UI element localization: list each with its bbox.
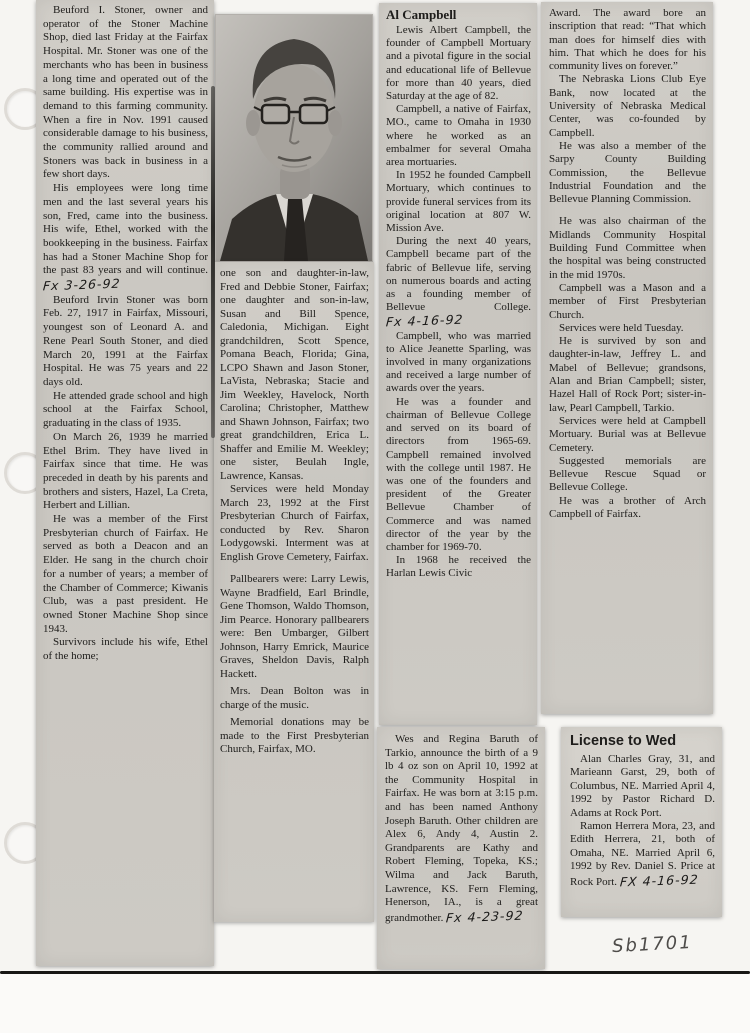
- paragraph: Award. The award bore an inscription that read: “That which man does for himself dies with him. That which he does for his community lives on forever.”: [549, 7, 706, 73]
- handwritten-date-annotation: Fx 4-23-92: [445, 907, 525, 926]
- paragraph: Survivors include his wife, Ethel of the home;: [43, 636, 208, 663]
- paragraph: [385, 733, 538, 925]
- paragraph: Pallbearers were: Larry Lewis, Wayne Bradfield, Earl Brindle, Gene Thomson, Waldo Thomson, Jim Pearce. Honorary pallbearers were: Ben Umbarger, Gilbert Johnson, Harry Emrick, Maurice Graves, Sheldon Davis, Ralph Hackett.: [220, 573, 369, 680]
- portrait-svg: [216, 15, 372, 261]
- paragraph: Suggested memorials are Bellevue Rescue Squad or Bellevue College.: [549, 454, 706, 494]
- paragraph: He was a brother of Arch Campbell of Fairfax.: [549, 494, 706, 520]
- paragraph: He was also a member of the Sarpy County Building Commission, the Bellevue Industrial Foundation and the Bellevue Planning Commission.: [549, 139, 706, 206]
- paragraph: Beuford Irvin Stoner was born Feb. 27, 1917 in Fairfax, Missouri, youngest son of Leonard A. and Rene Pearl South Stoner, and died March 20, 1991 at the Fairfax Hospital. He was 75 years and 22 days old.: [43, 293, 208, 388]
- license-to-wed-clipping: [561, 727, 722, 917]
- campbell-obituary-column-2: [541, 2, 713, 714]
- paragraph: He was a member of the First Presbyterian church of Fairfax. He served as both a Deacon and an Elder. He sang in the church choir for a number of years; a member of the Chamber of Commerce; Kiwanis Club, was a past president. He owned Stoner Machine Shop since 1943.: [43, 513, 208, 635]
- paragraph: Services were held at Campbell Mortuary. Burial was at Bellevue Cemetery.: [549, 414, 706, 454]
- license-headline: License to Wed: [570, 733, 677, 749]
- paragraph-text: His employees were long time men and the last several years his son, Fred, came into the business. His wife, Ethel, worked with the bookkeeping in the business. Fairfax has had a Stoner Machine Shop for the past 83 years and will continue.: [43, 182, 208, 277]
- baruth-birth-announcement: [377, 727, 545, 969]
- page-bottom-margin: [0, 974, 750, 1033]
- paragraph: Services were held Monday March 23, 1992 at the First Presbyterian Church of Fairfax, conducted by Rev. Sharon Lodygowski. Interment was at English Grove Cemetery, Fairfax.: [220, 483, 369, 563]
- paragraph: In 1952 he founded Campbell Mortuary, which continues to provide funeral services from its original location at 807 W. Mission Ave.: [386, 169, 531, 235]
- clipping-edge-shadow: [211, 86, 215, 438]
- paragraph: Lewis Albert Campbell, the founder of Campbell Mortuary and a pivotal figure in the social and educational life of Bellevue for more than 40 years, died Saturday at the age of 82.: [386, 24, 531, 103]
- paragraph: In 1968 he received the Harlan Lewis Civic: [386, 554, 531, 580]
- paragraph: [570, 820, 715, 889]
- paragraph: one son and daughter-in-law, Fred and Debbie Stoner, Fairfax; one daughter and son-in-law, Susan and Bill Spence, Caledonia, Michigan. Eight grandchildren, Scott Spence, Pomana Beach, Florida; Gina, LCPO Shawn and Jason Stoner, LaVista, Nebraska; Stacie and Jim Weekley, Havelock, North Carolina; Christopher, Matthew and Shawn Johnson, Fairfax; two great grandchildren, Erica L. Shaffer and Emilie M. Weekley; one sister, Beulah Ingle, Lawrence, Kansas.: [220, 267, 369, 482]
- paragraph: Campbell, who was married to Alice Jeanette Sparling, was involved in many organizations and received a large number of awards over the years.: [386, 329, 531, 395]
- paragraph: He was also chairman of the Midlands Community Hospital Building Fund Committee when the hospital was being constructed in the mid 1970s.: [549, 215, 706, 281]
- paragraph-text: During the next 40 years, Campbell became part of the fabric of Bellevue life, serving on numerous boards and acting as a founding member of Bellevue College.: [386, 235, 531, 314]
- campbell-headline: Al Campbell: [386, 7, 457, 22]
- paragraph: He was a founder and chairman of Bellevue College and served on its board of directors from 1965-69. Campbell remained involved with the college until 1987. He was one of the founders and president of the Greater Bellevue Chamber of Commerce and was named director of the year by the chamber for 1969-70.: [386, 395, 531, 553]
- paragraph: Memorial donations may be made to the First Presbyterian Church, Fairfax, MO.: [220, 716, 369, 755]
- paragraph: Campbell, a native of Fairfax, MO., came to Omaha in 1930 where he worked as an embalmer for several Omaha area mortuaries.: [386, 103, 531, 169]
- paragraph: Services were held Tuesday.: [559, 321, 684, 334]
- campbell-obituary-column-1: [379, 3, 537, 725]
- paragraph-text: Wes and Regina Baruth of Tarkio, announce the birth of a 9 lb 4 oz son on April 10, 1992 at the Community Hospital in Fairfax. He was born at 3:15 p.m. and has been named Anthony Joseph Baruth. Other children are Alex 6, Andy 4, Austin 2. Grandparents are Kathy and Robert Fleming, Topeka, KS.; Wilma and Jack Baruth, Lawrence, KS. Fern Fleming, Henerson, IA., is a great grandmother.: [385, 733, 538, 924]
- paragraph: [43, 182, 208, 294]
- paragraph: He is survived by son and daughter-in-law, Jeffrey L. and Mabel of Bellevue; grandsons, Alan and Brian Campbell; sister, Hazel Hall of Rock Port; sister-in-law, Pearl Campbell, Tarkio.: [549, 335, 706, 414]
- handwritten-id: Sb1701: [611, 931, 694, 958]
- paragraph: He attended grade school and high school at the Fairfax School, graduating in the class of 1935.: [43, 389, 208, 430]
- paragraph: Beuford I. Stoner, owner and operator of the Stoner Machine Shop, died last Friday at the Fairfax Hospital. Mr. Stoner was one of the merchants who has been in business a long time and operated out of the same building. His expertise was in demand to this farming community. When a fire in Nov. 1991 caused considerable damage to his business, the community rallied around and Stoners was back in business in a few short days.: [43, 4, 208, 181]
- paragraph: Campbell was a Mason and a member of First Presbyterian Church.: [549, 281, 706, 321]
- handwritten-date-annotation: Fx 3-26-92: [42, 275, 122, 294]
- stoner-obituary-column-1: [36, 0, 214, 966]
- paragraph: Mrs. Dean Bolton was in charge of the music.: [220, 685, 369, 711]
- paragraph: Alan Charles Gray, 31, and Marieann Garst, 29, both of Columbus, NE. Married April 4, 1992 by Pastor Richard D. Adams at Rock Port.: [570, 753, 715, 819]
- paragraph: [386, 235, 531, 329]
- paragraph-text: Ramon Herrera Mora, 23, and Edith Herrera, 21, both of Omaha, NE. Married April 6, 1992 by Rev. Daniel S. Price at Rock Port.: [570, 820, 715, 888]
- handwritten-date-annotation: FX 4-16-92: [619, 871, 699, 890]
- paragraph: The Nebraska Lions Club Eye Bank, now located at the University of Nebraska Medical Center, was co-founded by Campbell.: [549, 73, 706, 139]
- handwritten-date-annotation: Fx 4-16-92: [385, 312, 465, 330]
- portrait-photo: [215, 14, 373, 262]
- paragraph: On March 26, 1939 he married Ethel Brim. They have lived in Fairfax since that time. He was preceded in death by his parents and brothers and sisters, Hazel, La Creta, Herbert and Lillian.: [43, 430, 208, 512]
- stoner-obituary-column-2: [214, 262, 374, 922]
